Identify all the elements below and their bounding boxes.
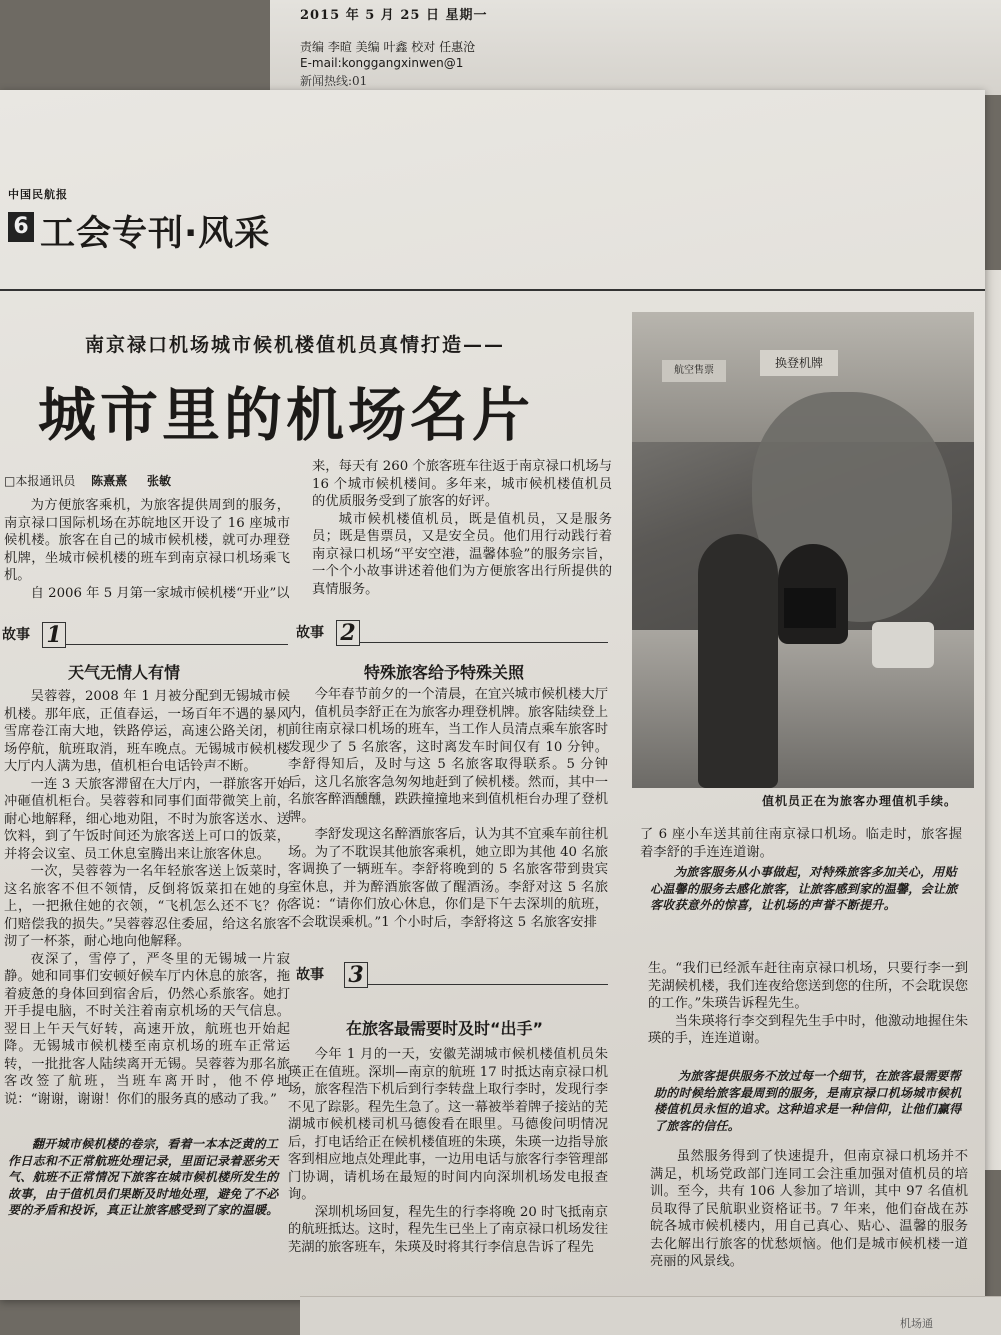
story-2-title: 特殊旅客给予特殊关照: [364, 663, 525, 682]
story-1-header: [2, 622, 288, 646]
story-1-title: 天气无情人有情: [68, 663, 181, 682]
story-paragraph: 今年 1 月的一天，安徽芜湖城市候机楼值机员朱瑛正在值班。深圳—南京的航班 17 时抵达南京禄口机场，旅客程浩下机后到行李转盘上取行李时，发现行李不见了踪影。程先生急了。这一幕被举着牌子接站的芜湖城市候机楼司机马德俊看在眼里。马德俊问明情况后，打电话给正在候机楼值班的朱瑛，朱瑛一边指导旅客到相应地点处理此事，一边用电话与旅客行李管理部门协调，请机场在最短的时间内向深圳机场发电报查询。: [288, 1047, 608, 1202]
story-paragraph: 一连 3 天旅客滞留在大厅内，一群旅客开始冲砸值机柜台。吴蓉蓉和同事们面带微笑上前，耐心地解释，细心地劝阻，不时为旅客送水、送饮料，到了午饭时间还为旅客送上可口的饭菜，并将会议室、员工休息室腾出来让旅客休息。: [4, 776, 290, 862]
bottom-sheet-strip: [300, 1296, 1001, 1335]
byline-prefix: □本报通讯员: [4, 474, 76, 488]
story-paragraph: 夜深了，雪停了，严冬里的无锡城一片寂静。她和同事们安顿好候车厅内休息的旅客，拖着疲惫的身体回到宿舍后，仍然心系旅客。她打开手提电脑，不时关注着南京机场的天气信息。翌日上午天气好转，高速开放，航班也开始起降。无锡城市候机楼至南京机场的班车正常运转，一批批客人陆续离开无锡。吴蓉蓉为那名旅客改签了航班，当班车离开时，他不停地说：“谢谢，谢谢！你们的服务真的感动了我。”: [4, 951, 290, 1107]
story-paragraph: 虽然服务得到了快速提升，但南京禄口机场并不满足，机场党政部门连同工会注重加强对值机员的培训。至今，共有 106 人参加了培训，其中 97 名值机员取得了民航职业资格证书。7 年来，他们奋战在苏皖各城市候机楼内，用自己真心、贴心、温馨的服务去化解出行旅客的忧愁烦恼。他们是城市候机楼一道亮丽的风景线。: [650, 1149, 968, 1269]
story-paragraph: 李舒发现这名醉酒旅客后，认为其不宜乘车前往机场。为了不耽误其他旅客乘机，她立即为其他 40 名旅客调换了一辆班车。李舒将晚到的 5 名旅客带到贵宾室休息，并为醉酒旅客做了醒酒汤。李舒对这 5 名旅客说：“请你们放心休息，你们是下午去深圳的航班，不会耽误乘机。”1 个小时后，李舒将这 5 名旅客安排: [288, 827, 608, 930]
intro-left-column: [4, 497, 290, 602]
byline-author-1: 陈熹熹: [91, 474, 128, 488]
story-label: 故事: [296, 967, 324, 983]
intro-right-column: [312, 458, 612, 598]
back-sheet-email: E-mail:konggangxinwen@1: [300, 56, 464, 70]
article-headline: 城市里的机场名片: [38, 381, 535, 449]
story-number: 3: [344, 962, 368, 988]
photo-printer: [872, 622, 934, 668]
story-3-note: [654, 1068, 968, 1134]
story-note-text: 翻开城市候机楼的卷宗，看着一本本泛黄的工作日志和不正常航班处理记录，里面记录着恶劣天气、航班不正常情况下旅客在城市候机楼所发生的故事，由于值机员们果断及时地处理，避免了不必要的矛盾和投诉，真正让旅客感受到了家的温暖。: [8, 1137, 279, 1217]
page-number: 6: [8, 212, 34, 242]
photo-sign-boarding: 换登机牌: [760, 350, 838, 376]
intro-paragraph: 来，每天有 260 个旅客班车往返于南京禄口机场与 16 个城市候机楼间。多年来，城市候机楼值机员的优质服务受到了旅客的好评。: [312, 459, 612, 509]
bottom-sheet-text: 机场通: [900, 1317, 933, 1330]
story-paragraph: 今年春节前夕的一个清晨，在宜兴城市候机楼大厅内，值机员李舒正在为旅客办理登机牌。旅客陆续登上前往南京禄口机场的班车，当工作人员清点乘车旅客时发现少了 5 名旅客，这时离发车时间仅有 10 分钟。李舒得知后，及时与这 5 名旅客取得联系。5 分钟后，这几名旅客急匆匆地赶到了候机楼。然而，其中一名旅客醉酒醺醺，跌跌撞撞地来到值机柜台办理了登机牌。: [288, 687, 608, 825]
back-sheet-date: 2015 年 5 月 25 日 星期一: [300, 8, 488, 23]
section-title: 工会专刊·风采: [40, 214, 271, 254]
story-rule: [66, 644, 288, 645]
story-2-body: [288, 686, 608, 931]
story-number: 2: [336, 620, 360, 646]
back-newspaper-sheet: [270, 0, 1001, 95]
story-paragraph: 吴蓉蓉，2008 年 1 月被分配到无锡城市候机楼。那年底，正值春运，一场百年不遇的暴风雪席卷江南大地，铁路停运，高速公路关闭，机场停航，航班取消，班车晚点。无锡城市候机楼大厅内人满为患，值机柜台电话铃声不断。: [4, 689, 290, 774]
story-paragraph: 深圳机场回复，程先生的行李将晚 20 时飞抵南京的航班抵达。这时，程先生已坐上了南京禄口机场发往芜湖的旅客班车，朱瑛及时将其行李信息告诉了程先: [288, 1204, 608, 1255]
photo-monitor: [784, 588, 836, 628]
story-3-body: [288, 1046, 608, 1256]
intro-paragraph: 城市候机楼值机员，既是值机员，又是服务员；既是售票员，又是安全员。他们用行动践行着南京禄口机场“平安空港，温馨体验”的服务宗旨，一个个小故事讲述着他们为方便旅客出行所提供的真情服务。: [312, 511, 612, 597]
paper-name: 中国民航报: [8, 188, 68, 201]
photo-passenger: [698, 534, 778, 788]
story-3-continued: [648, 960, 968, 1048]
story-paragraph: 了 6 座小车送其前往南京禄口机场。临走时，旅客握着李舒的手连连道谢。: [640, 827, 962, 860]
story-1-body: [4, 688, 290, 1108]
intro-paragraph: 自 2006 年 5 月第一家城市候机楼“开业”以: [30, 585, 290, 601]
story-paragraph: 当朱瑛将行李交到程先生手中时，他激动地握住朱瑛的手，连连道谢。: [648, 1013, 968, 1046]
story-number: 1: [42, 622, 66, 648]
photo-sign-ticketing: 航空售票: [662, 360, 726, 382]
story-2-note: [650, 864, 962, 914]
story-note-text: 为旅客提供服务不放过每一个细节，在旅客最需要帮助的时候给旅客最周到的服务，是南京禄口机场城市候机楼值机员永恒的追求。这种追求是一种信仰，让他们赢得了旅客的信任。: [654, 1069, 962, 1133]
story-2-header: [296, 620, 608, 644]
back-sheet-staff: 责编 李暄 美编 叶鑫 校对 任惠沧: [300, 40, 476, 54]
story-rule: [368, 984, 608, 985]
story-3-header: [296, 962, 608, 986]
header-rule: [0, 289, 985, 291]
byline: [4, 472, 171, 489]
story-paragraph: 生。“我们已经派车赶往南京禄口机场，只要行李一到芜湖候机楼，我们连夜给您送到您的住所，不会耽误您的工作。”朱瑛告诉程先生。: [648, 961, 968, 1011]
story-3-title: 在旅客最需要时及时“出手”: [346, 1019, 544, 1038]
story-label: 故事: [296, 625, 324, 641]
photo-caption: 值机员正在为旅客办理值机手续。: [762, 794, 958, 808]
story-1-note: [8, 1136, 288, 1219]
story-label: 故事: [2, 627, 30, 643]
story-paragraph: 一次，吴蓉蓉为一名年轻旅客送上饭菜时，这名旅客不但不领情，反倒将饭菜扣在她的身上，一把揪住她的衣领，“飞机怎么还不飞？你们赔偿我的损失。”吴蓉蓉忍住委屈，给这名旅客沏了一杯茶，耐心地向他解释。: [4, 864, 290, 949]
back-sheet-hotline: 新闻热线:01: [300, 74, 368, 88]
masthead: [8, 186, 271, 254]
story-rule: [360, 642, 608, 643]
news-photo: [632, 312, 974, 788]
closing-paragraph: [650, 1148, 968, 1271]
article-subhead: 南京禄口机场城市候机楼值机员真情打造——: [85, 334, 506, 356]
byline-author-2: 张敏: [147, 474, 172, 488]
intro-paragraph: 为方便旅客乘机，为旅客提供周到的服务，南京禄口国际机场在苏皖地区开设了 16 座城市候机楼。旅客在自己的城市候机楼，就可办理登机牌，坐城市候机楼的班车到南京禄口机场乘飞机。: [4, 498, 290, 583]
story-note-text: 为旅客服务从小事做起，对特殊旅客多加关心，用贴心温馨的服务去感化旅客，让旅客感到家的温馨，会让旅客收获意外的惊喜，让机场的声誉不断提升。: [650, 865, 958, 912]
story-2-continued: [640, 826, 962, 861]
